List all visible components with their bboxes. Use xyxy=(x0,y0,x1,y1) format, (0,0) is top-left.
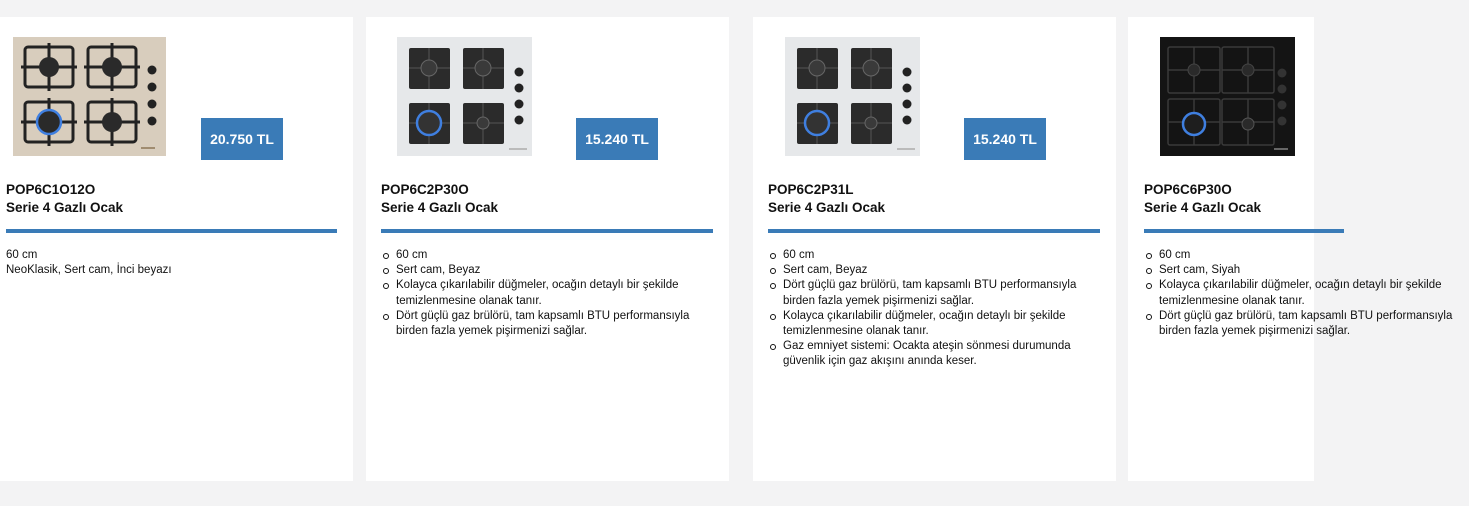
feature-item: Kolayca çıkarılabilir düğmeler, ocağın detaylı bir şekilde temizlenmesine olanak tanır. xyxy=(1159,278,1469,308)
cooktop-illustration xyxy=(397,37,532,156)
cooktop-illustration xyxy=(1160,37,1295,156)
cooktop-illustration xyxy=(13,37,166,156)
cooktop-beige-image[interactable] xyxy=(13,37,166,156)
product-specs xyxy=(6,248,172,278)
feature-item: 60 cm xyxy=(1159,248,1469,263)
feature-item: 60 cm xyxy=(783,248,1098,263)
cooktop-illustration xyxy=(785,37,920,156)
feature-item: Kolayca çıkarılabilir düğmeler, ocağın detaylı bir şekilde temizlenmesine olanak tanır. xyxy=(783,309,1098,339)
product-card[interactable] xyxy=(0,17,353,481)
divider xyxy=(381,229,713,233)
feature-item: Sert cam, Beyaz xyxy=(783,263,1098,278)
price-badge[interactable]: 15.240 TL xyxy=(964,118,1046,160)
product-series[interactable]: Serie 4 Gazlı Ocak xyxy=(381,200,499,215)
product-model[interactable]: POP6C1O12O xyxy=(6,182,96,197)
product-series[interactable]: Serie 4 Gazlı Ocak xyxy=(6,200,124,215)
product-model[interactable]: POP6C6P30O xyxy=(1144,182,1232,197)
product-model[interactable]: POP6C2P30O xyxy=(381,182,469,197)
feature-list xyxy=(381,248,706,339)
cooktop-black-image[interactable] xyxy=(1160,37,1295,156)
feature-list xyxy=(1144,248,1469,339)
feature-item: Sert cam, Beyaz xyxy=(396,263,706,278)
feature-list xyxy=(768,248,1098,370)
cooktop-white-image[interactable] xyxy=(785,37,920,156)
product-model[interactable]: POP6C2P31L xyxy=(768,182,854,197)
divider xyxy=(6,229,337,233)
cooktop-white-image[interactable] xyxy=(397,37,532,156)
price-badge[interactable]: 15.240 TL xyxy=(576,118,658,160)
feature-item: Dört güçlü gaz brülörü, tam kapsamlı BTU performansıyla birden fazla yemek pişirmenizi sağlar. xyxy=(1159,309,1469,339)
feature-item: Kolayca çıkarılabilir düğmeler, ocağın detaylı bir şekilde temizlenmesine olanak tanır. xyxy=(396,278,706,308)
price-badge[interactable]: 20.750 TL xyxy=(201,118,283,160)
feature-item: Gaz emniyet sistemi: Ocakta ateşin sönmesi durumunda güvenlik için gaz akışını anında keser. xyxy=(783,339,1098,369)
product-card[interactable] xyxy=(753,17,1116,481)
divider xyxy=(1144,229,1344,233)
feature-item: Sert cam, Siyah xyxy=(1159,263,1469,278)
feature-item: 60 cm xyxy=(396,248,706,263)
product-card[interactable] xyxy=(1128,17,1453,481)
spec-line: 60 cm xyxy=(6,249,38,261)
feature-item: Dört güçlü gaz brülörü, tam kapsamlı BTU performansıyla birden fazla yemek pişirmenizi sağlar. xyxy=(396,309,706,339)
feature-item: Dört güçlü gaz brülörü, tam kapsamlı BTU performansıyla birden fazla yemek pişirmenizi sağlar. xyxy=(783,278,1098,308)
product-series[interactable]: Serie 4 Gazlı Ocak xyxy=(1144,200,1262,215)
divider xyxy=(768,229,1100,233)
product-series[interactable]: Serie 4 Gazlı Ocak xyxy=(768,200,886,215)
spec-line: NeoKlasik, Sert cam, İnci beyazı xyxy=(6,264,172,277)
product-card[interactable] xyxy=(366,17,729,481)
